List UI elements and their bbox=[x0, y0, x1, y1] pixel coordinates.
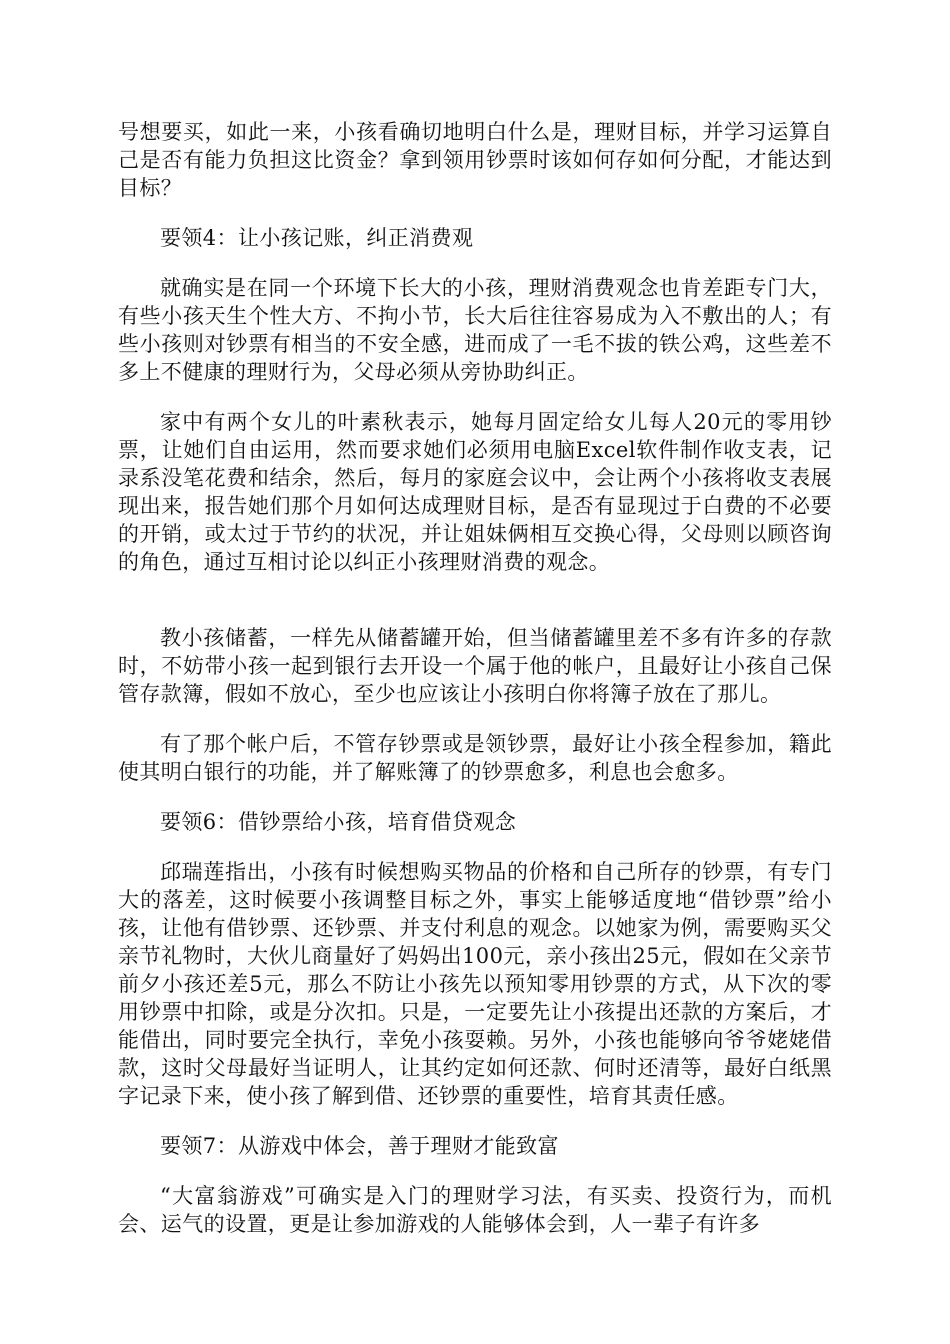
paragraph-spacer bbox=[118, 1110, 832, 1132]
paragraph-lending-money: 邱瑞莲指出，小孩有时候想购买物品的价格和自己所存的钞票，有专门大的落差，这时候要小孩调整目标之外，事实上能够适度地“借钞票”给小孩，让他有借钞票、还钞票、并支付利息的观念。以她家为例，需要购买父亲节礼物时，大伙儿商量好了妈妈出100元，亲小孩出25元，假如在父亲节前夕小孩还差5元，那么不防让小孩先以预知零用钞票的方式，从下次的零用钞票中扣除，或是分次扣。只是，一定要先让小孩提出还款的方案后，才能借出，同时要完全执行，幸免小孩耍赖。另外，小孩也能够向爷爷姥姥借款，这时父母最好当证明人，让其约定如何还款、何时还清等，最好白纸黑字记录下来，使小孩了解到借、还钞票的重要性，培育其责任感。 bbox=[118, 860, 832, 1108]
paragraph-spacer bbox=[118, 786, 832, 808]
document-body bbox=[118, 118, 832, 1238]
paragraph-spacer bbox=[118, 1160, 832, 1182]
paragraph-continuation: 号想要买，如此一来，小孩看确切地明白什么是，理财目标，并学习运算自己是否有能力负担这比资金？拿到领用钞票时该如何存如何分配，才能达到目标？ bbox=[118, 120, 832, 200]
paragraph-spacer bbox=[118, 708, 832, 730]
section-heading-tip-6: 要领6：借钞票给小孩，培育借贷观念 bbox=[160, 810, 517, 834]
section-heading-tip-4: 要领4：让小孩记账，纠正消费观 bbox=[160, 226, 474, 250]
paragraph-savings-account: 教小孩储蓄，一样先从储蓄罐开始，但当储蓄罐里差不多有许多的存款时，不妨带小孩一起到银行去开设一个属于他的帐户，且最好让小孩自己保管存款簿，假如不放心，至少也应该让小孩明白你将簿子放在了那儿。 bbox=[118, 626, 832, 706]
paragraph-bank-participation: 有了那个帐户后，不管存钞票或是领钞票，最好让小孩全程参加，籍此使其明白银行的功能，并了解账簿了的钞票愈多，利息也会愈多。 bbox=[118, 732, 832, 784]
paragraph-spacer bbox=[118, 836, 832, 858]
paragraph-excel-budget: 家中有两个女儿的叶素秋表示，她每月固定给女儿每人20元的零用钞票，让她们自由运用，然而要求她们必须用电脑Excel软件制作收支表，记录系没笔花费和结余，然后，每月的家庭会议中，会让两个小孩将收支表展现出来，报告她们那个月如何达成理财目标，是否有显现过于白费的不必要的开销，或太过于节约的状况，并让姐妹俩相互交换心得，父母则以顾咨询的角色，通过互相讨论以纠正小孩理财消费的观念。 bbox=[118, 410, 832, 574]
paragraph-spacer-large bbox=[118, 576, 832, 624]
paragraph-spending-habits: 就确实是在同一个环境下长大的小孩，理财消费观念也肯差距专门大，有些小孩天生个性大方、不拘小节，长大后往往容易成为入不敷出的人；有些小孩则对钞票有相当的不安全感，进而成了一毛不拔的铁公鸡，这些差不多上不健康的理财行为，父母必须从旁协助纠正。 bbox=[118, 276, 832, 384]
paragraph-spacer bbox=[118, 386, 832, 408]
section-heading-tip-7: 要领7：从游戏中体会，善于理财才能致富 bbox=[160, 1134, 559, 1158]
paragraph-spacer bbox=[118, 202, 832, 224]
paragraph-monopoly-game: “大富翁游戏”可确实是入门的理财学习法，有买卖、投资行为，而机会、运气的设置，更是让参加游戏的人能够体会到，人一辈子有许多 bbox=[118, 1184, 832, 1236]
paragraph-spacer bbox=[118, 252, 832, 274]
